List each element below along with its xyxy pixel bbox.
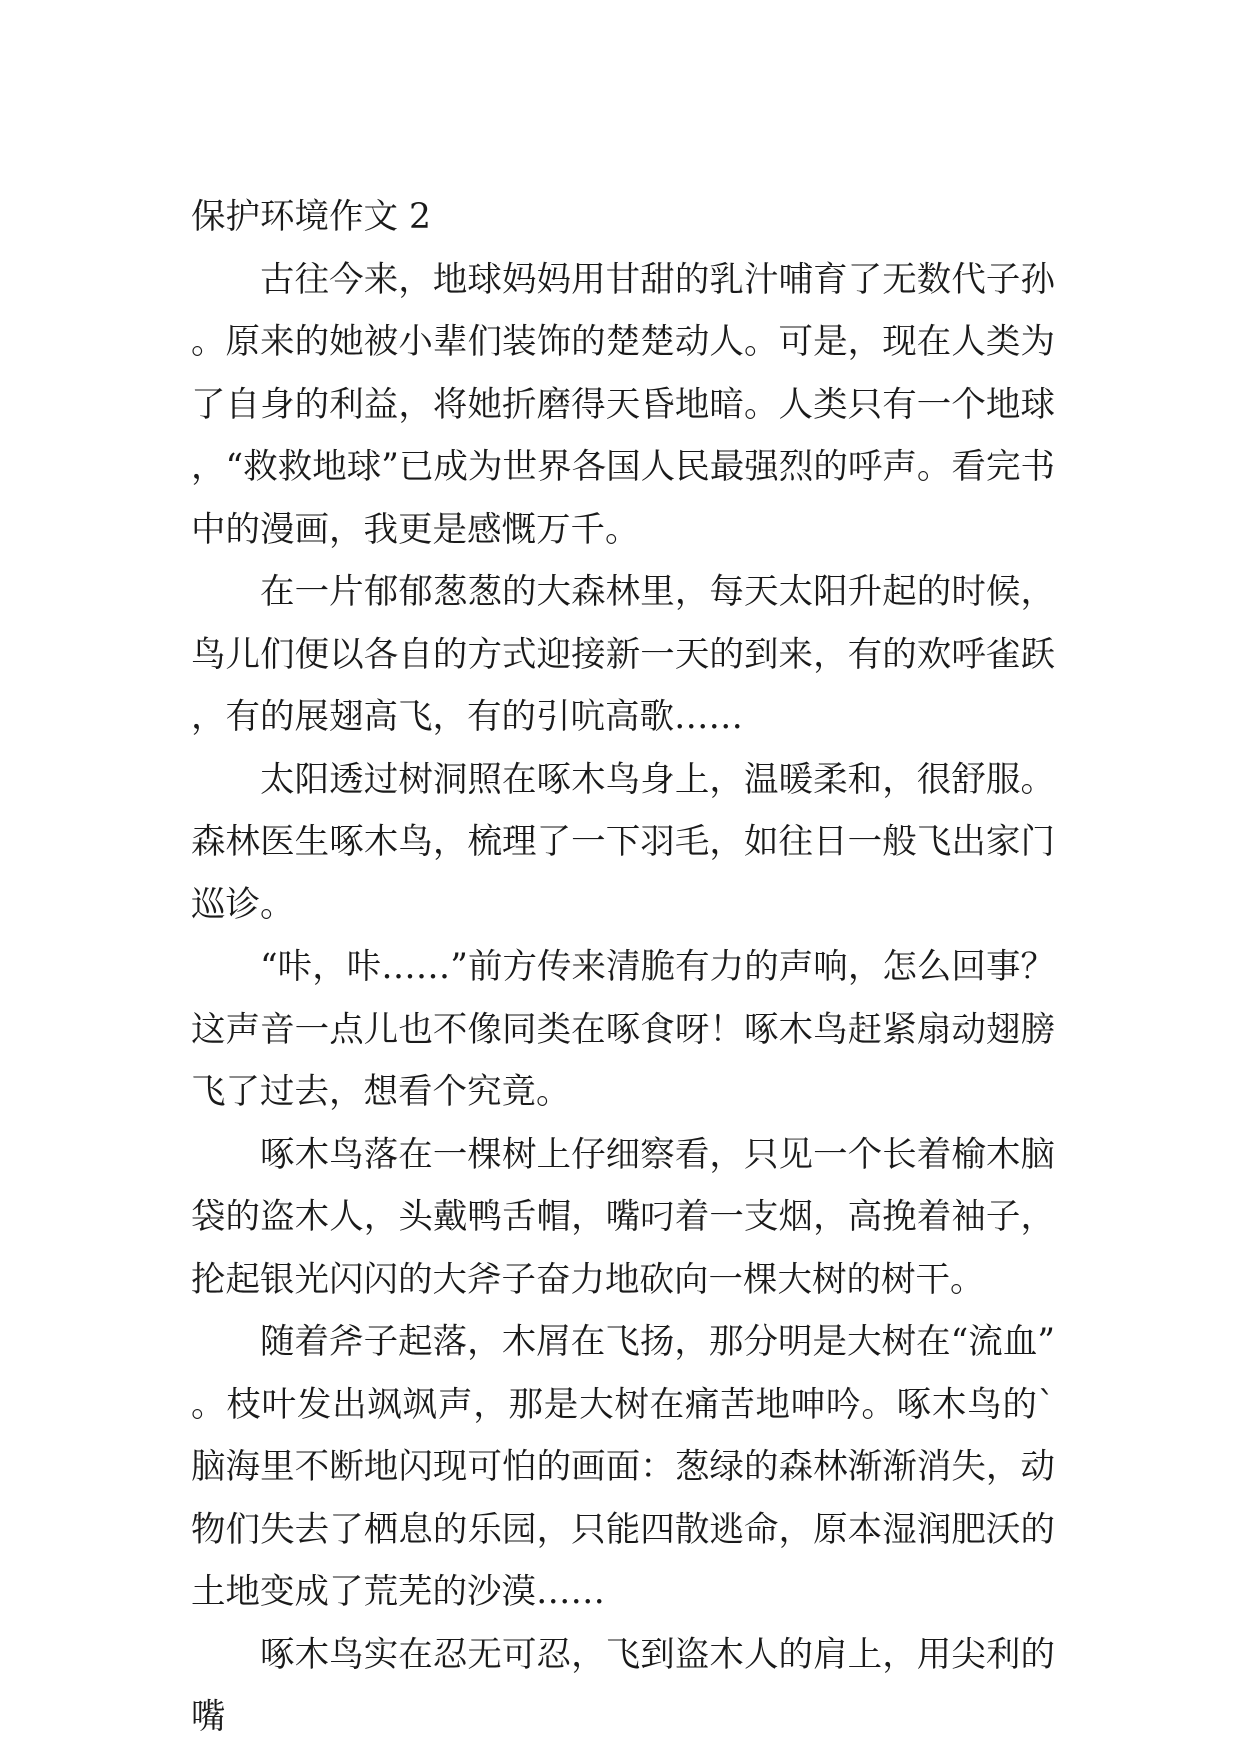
paragraph-7: 啄木鸟实在忍无可忍，飞到盗木人的肩上，用尖利的嘴	[191, 1634, 1055, 1737]
paragraph-3: 太阳透过树洞照在啄木鸟身上，温暖柔和，很舒服。森林医生啄木鸟，梳理了一下羽毛，如往日一般飞出家门巡诊。	[191, 759, 1055, 925]
paragraph-4: “咔，咔……”前方传来清脆有力的声响，怎么回事？这声音一点儿也不像同类在啄食呀！啄木鸟赶紧扇动翅膀飞了过去，想看个究竟。	[191, 947, 1055, 1112]
paragraph-6: 随着斧子起落，木屑在飞扬，那分明是大树在“流血”。枝叶发出飒飒声，那是大树在痛苦地呻吟。啄木鸟的`脑海里不断地闪现可怕的画面：葱绿的森林渐渐消失，动物们失去了栖息的乐园，只能四散逃命，原本湿润肥沃的土地变成了荒芜的沙漠……	[191, 1322, 1055, 1612]
document-page	[191, 186, 1055, 1749]
paragraph-2: 在一片郁郁葱葱的大森林里，每天太阳升起的时候，鸟儿们便以各自的方式迎接新一天的到来，有的欢呼雀跃，有的展翅高飞，有的引吭高歌……	[191, 572, 1055, 737]
paragraph-5: 啄木鸟落在一棵树上仔细察看，只见一个长着榆木脑袋的盗木人，头戴鸭舌帽，嘴叼着一支烟，高挽着袖子，抡起银光闪闪的大斧子奋力地砍向一棵大树的树干。	[191, 1134, 1055, 1300]
paragraph-1: 古往今来，地球妈妈用甘甜的乳汁哺育了无数代子孙。原来的她被小辈们装饰的楚楚动人。可是，现在人类为了自身的利益，将她折磨得天昏地暗。人类只有一个地球，“救救地球”已成为世界各国人民最强烈的呼声。看完书中的漫画，我更是感慨万千。	[191, 259, 1055, 550]
document-title: 保护环境作文 2	[191, 197, 431, 237]
